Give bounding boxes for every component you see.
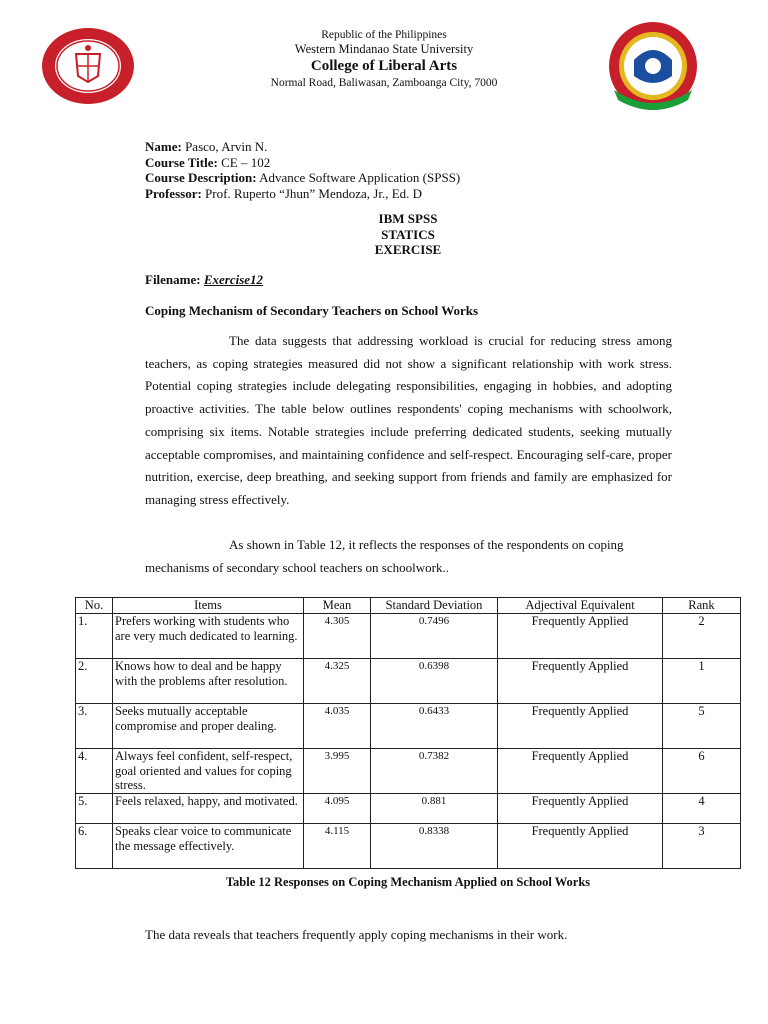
- name-row: [145, 139, 460, 155]
- republic-line: Republic of the Philippines: [321, 29, 447, 41]
- cell-rank: 3: [663, 824, 741, 869]
- title-line-3: EXERCISE: [374, 242, 442, 257]
- cell-item: Knows how to deal and be happy with the problems after resolution.: [113, 659, 304, 704]
- title-line-1: IBM SPSS: [378, 211, 438, 226]
- cell-sd: 0.6433: [371, 704, 498, 749]
- cell-sd: 0.7382: [371, 749, 498, 794]
- cell-no: 2.: [76, 659, 113, 704]
- header-standard-deviation: Standard Deviation: [371, 598, 498, 614]
- cell-rank: 6: [663, 749, 741, 794]
- cell-item: Always feel confident, self-respect, goal oriented and values for coping stress.: [113, 749, 304, 794]
- cell-no: 4.: [76, 749, 113, 794]
- cell-sd: 0.7496: [371, 614, 498, 659]
- header-no: No.: [76, 598, 113, 614]
- header-mean: Mean: [304, 598, 371, 614]
- cell-no: 3.: [76, 704, 113, 749]
- cell-mean: 4.305: [304, 614, 371, 659]
- cell-adjectival: Frequently Applied: [498, 749, 663, 794]
- title-line-2: STATICS: [381, 226, 435, 242]
- paragraph-1: The data suggests that addressing workload is crucial for reducing stress among teachers, as coping strategies measured did not show a significant relationship with work stress. Potential coping strategies include delegating responsibilities, engaging in hobbies, and adopting proactive activities. The table below outlines respondents' coping mechanisms with schoolwork, comprising six items. Notable strategies include preferring dedicated students, seeking mutually acceptable compromises, and maintaining confidence and self-respect. Encouraging self-care, proper nutrition, exercise, deep breathing, and seeking support from friends and family are emphasized for managing stress effectively.: [145, 333, 672, 507]
- cell-no: 6.: [76, 824, 113, 869]
- cell-adjectival: Frequently Applied: [498, 614, 663, 659]
- cell-adjectival: Frequently Applied: [498, 704, 663, 749]
- course-title-label: Course Title:: [145, 154, 218, 170]
- header-rank: Rank: [663, 598, 741, 614]
- cell-sd: 0.6398: [371, 659, 498, 704]
- table-row: [76, 824, 741, 869]
- closing-sentence: The data reveals that teachers frequently apply coping mechanisms in their work.: [145, 927, 568, 942]
- cell-mean: 4.325: [304, 659, 371, 704]
- course-description-row: [145, 170, 460, 186]
- course-title-row: [145, 155, 460, 171]
- cell-rank: 5: [663, 704, 741, 749]
- cell-mean: 4.115: [304, 824, 371, 869]
- cell-adjectival: Frequently Applied: [498, 824, 663, 869]
- professor-row: [145, 186, 460, 202]
- cell-rank: 1: [663, 659, 741, 704]
- header-items: Items: [113, 598, 304, 614]
- college-line: College of Liberal Arts: [310, 58, 458, 74]
- course-description-label: Course Description:: [145, 170, 257, 185]
- name-label: Name:: [145, 139, 182, 154]
- cell-rank: 2: [663, 614, 741, 659]
- table-row: [76, 704, 741, 749]
- cell-mean: 4.035: [304, 704, 371, 749]
- address-line: Normal Road, Baliwasan, Zamboanga City, 7000: [270, 77, 498, 89]
- coping-mechanism-table: [75, 597, 741, 869]
- cell-sd: 0.881: [371, 794, 498, 824]
- course-title-value: CE – 102: [221, 154, 271, 170]
- filename-row: [145, 272, 263, 288]
- table-row: [76, 749, 741, 794]
- cell-rank: 4: [663, 794, 741, 824]
- name-value: Pasco, Arvin N.: [185, 139, 268, 154]
- cell-mean: 4.095: [304, 794, 371, 824]
- student-info-block: [145, 139, 460, 201]
- table-header-row: [76, 598, 741, 614]
- cell-adjectival: Frequently Applied: [498, 659, 663, 704]
- table-row: [76, 794, 741, 824]
- course-description-value: Advance Software Application (SPSS): [259, 170, 461, 185]
- cell-no: 5.: [76, 794, 113, 824]
- cell-mean: 3.995: [304, 749, 371, 794]
- section-title: Coping Mechanism of Secondary Teachers on School Works: [145, 303, 479, 318]
- professor-label: Professor:: [145, 185, 202, 201]
- table-caption: Table 12 Responses on Coping Mechanism Applied on School Works: [225, 875, 591, 889]
- cell-item: Feels relaxed, happy, and motivated.: [113, 794, 304, 824]
- cell-item: Prefers working with students who are very much dedicated to learning.: [113, 614, 304, 659]
- filename-label: Filename:: [145, 272, 201, 287]
- cell-item: Speaks clear voice to communicate the message effectively.: [113, 824, 304, 869]
- table-row: [76, 659, 741, 704]
- header-adjectival-equivalent: Adjectival Equivalent: [498, 598, 663, 614]
- filename-value: Exercise12: [203, 272, 264, 287]
- cell-item: Seeks mutually acceptable compromise and proper dealing.: [113, 704, 304, 749]
- cell-adjectival: Frequently Applied: [498, 794, 663, 824]
- letterhead: [0, 28, 768, 90]
- professor-value: Prof. Ruperto “Jhun” Mendoza, Jr., Ed. D: [205, 185, 423, 201]
- exercise-titles: [0, 211, 768, 258]
- university-line: Western Mindanao State University: [294, 42, 474, 56]
- cell-sd: 0.8338: [371, 824, 498, 869]
- paragraph-2: As shown in Table 12, it reflects the responses of the respondents on coping mechanisms of secondary school teachers on schoolwork..: [145, 537, 624, 575]
- cell-no: 1.: [76, 614, 113, 659]
- table-row: [76, 614, 741, 659]
